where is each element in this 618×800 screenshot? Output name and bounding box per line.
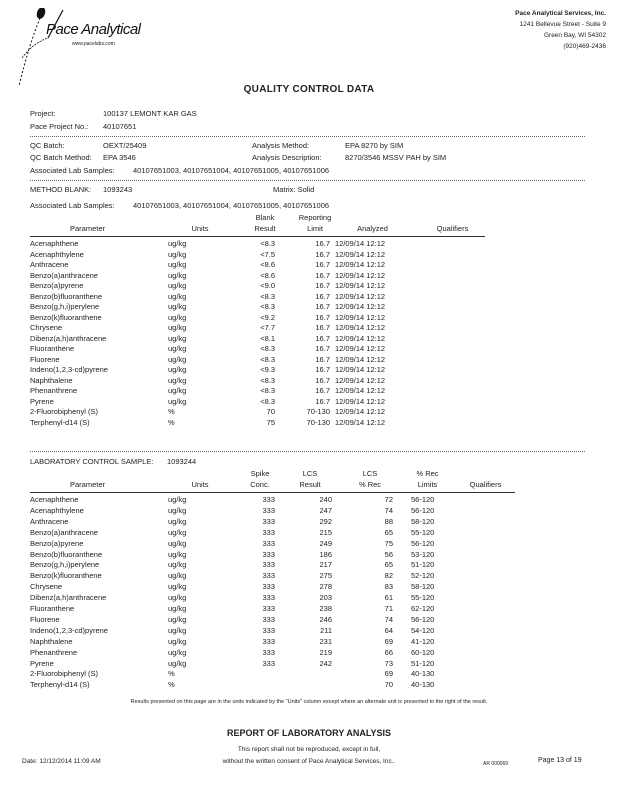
cell-parameter: 2-Fluorobiphenyl (S) xyxy=(30,407,98,416)
cell-rec-limits: 56-120 xyxy=(411,495,435,504)
lcs-label: LABORATORY CONTROL SAMPLE: xyxy=(30,457,154,466)
table-row xyxy=(0,407,618,417)
cell-parameter: Fluoranthene xyxy=(30,344,75,353)
cell-parameter: Acenaphthylene xyxy=(30,249,84,259)
cell-units: ug/kg xyxy=(168,527,187,537)
table-row xyxy=(0,376,618,386)
cell-reporting-limit: 16.7 xyxy=(315,249,330,259)
cell-analyzed: 12/09/14 12:12 xyxy=(335,291,386,301)
table-row xyxy=(0,517,618,527)
cell-units: ug/kg xyxy=(168,312,187,322)
cell-units: ug/kg xyxy=(168,323,187,332)
cell-rec-limits: 41-120 xyxy=(411,636,435,646)
page-title: QUALITY CONTROL DATA xyxy=(243,84,375,95)
cell-rec-limits: 55-120 xyxy=(411,593,435,603)
analysis-method-value: EPA 8270 by SIM xyxy=(345,141,404,150)
table-row xyxy=(0,637,618,647)
cell-reporting-limit: 16.7 xyxy=(315,323,330,332)
cell-parameter: Chrysene xyxy=(30,582,63,592)
table-row xyxy=(0,334,618,344)
cell-units: ug/kg xyxy=(168,260,187,269)
cell-parameter: Dibenz(a,h)anthracene xyxy=(30,593,107,603)
cell-blank-result: <8.6 xyxy=(260,260,275,269)
cell-pct-rec: 72 xyxy=(384,495,393,504)
cell-lcs-result: 249 xyxy=(319,538,332,548)
cell-rec-limits: 56-120 xyxy=(411,614,435,624)
cell-parameter: Anthracene xyxy=(30,260,69,269)
reproduction-notice-2: without the written consent of Pace Analytical Services, Inc.. xyxy=(222,758,396,765)
table-row xyxy=(0,669,618,679)
cell-parameter: Benzo(b)fluoranthene xyxy=(30,549,103,559)
cell-blank-result: <8.1 xyxy=(260,333,275,343)
cell-pct-rec: 82 xyxy=(384,571,393,581)
cell-lcs-result: 211 xyxy=(320,625,332,635)
cell-units: ug/kg xyxy=(168,647,187,657)
cell-lcs-result: 231 xyxy=(319,636,332,646)
table-row xyxy=(0,260,618,270)
cell-lcs-result: 219 xyxy=(319,647,332,657)
cell-units: ug/kg xyxy=(168,516,187,526)
cell-pct-rec: 83 xyxy=(384,582,393,592)
col-header-pct-rec: % Rec xyxy=(358,480,382,489)
col-header-result: Result xyxy=(254,224,276,233)
table-row xyxy=(0,615,618,625)
table-row xyxy=(0,528,618,538)
cell-reporting-limit: 16.7 xyxy=(315,312,330,322)
cell-parameter: Acenaphthylene xyxy=(30,505,84,515)
cell-analyzed: 12/09/14 12:12 xyxy=(335,396,386,406)
table-row xyxy=(0,281,618,291)
units-footnote: Results presented on this page are in the units indicated by the "Units" column except where an alternate unit is presented to the right of the result. xyxy=(130,699,488,705)
matrix-label: Matrix: Solid xyxy=(273,185,315,194)
cell-blank-result: 70 xyxy=(266,407,275,416)
cell-parameter: 2-Fluorobiphenyl (S) xyxy=(30,669,98,679)
cell-parameter: Indeno(1,2,3-cd)pyrene xyxy=(30,625,108,635)
cell-units: % xyxy=(168,407,175,416)
cell-units: ug/kg xyxy=(168,344,187,353)
table-row xyxy=(0,571,618,581)
cell-lcs-result: 275 xyxy=(319,571,332,581)
cell-parameter: Naphthalene xyxy=(30,375,73,385)
cell-lcs-result: 240 xyxy=(319,495,332,504)
cell-units: ug/kg xyxy=(168,538,187,548)
cell-analyzed: 12/09/14 12:12 xyxy=(335,344,386,353)
cell-units: ug/kg xyxy=(168,560,187,570)
table-row xyxy=(0,365,618,375)
cell-spike-conc: 333 xyxy=(262,625,275,635)
cell-reporting-limit: 16.7 xyxy=(315,281,330,290)
cell-rec-limits: 58-120 xyxy=(411,516,435,526)
cell-analyzed: 12/09/14 12:12 xyxy=(335,302,386,311)
cell-lcs-result: 292 xyxy=(319,516,332,526)
cell-pct-rec: 71 xyxy=(384,604,393,613)
logo-text: Pace Analytical xyxy=(46,21,141,38)
col-header-parameter: Parameter xyxy=(69,480,105,489)
cell-pct-rec: 66 xyxy=(384,647,393,657)
cell-parameter: Benzo(g,h,i)perylene xyxy=(30,560,100,570)
cell-reporting-limit: 16.7 xyxy=(315,260,330,269)
cell-reporting-limit: 16.7 xyxy=(315,302,330,311)
cell-units: ug/kg xyxy=(168,270,187,280)
cell-parameter: Phenanthrene xyxy=(30,386,78,395)
table-row xyxy=(0,593,618,603)
table-row xyxy=(0,418,618,428)
table-row xyxy=(0,539,618,549)
cell-parameter: Benzo(g,h,i)perylene xyxy=(30,302,100,311)
cell-units: ug/kg xyxy=(168,239,187,248)
qc-batch-label: QC Batch: xyxy=(30,141,65,150)
cell-units: ug/kg xyxy=(168,505,187,515)
table-row xyxy=(0,582,618,592)
cell-analyzed: 12/09/14 12:12 xyxy=(335,312,386,322)
cell-rec-limits: 54-120 xyxy=(411,625,435,635)
report-title: REPORT OF LABORATORY ANALYSIS xyxy=(226,728,392,738)
cell-parameter: Chrysene xyxy=(30,323,63,332)
col-header-spike: Spike xyxy=(250,469,270,478)
qc-batch-method-value: EPA 3546 xyxy=(103,153,136,162)
header-rule xyxy=(30,492,515,493)
cell-lcs-result: 217 xyxy=(319,560,332,570)
cell-blank-result: <7.7 xyxy=(260,323,275,332)
separator xyxy=(30,136,585,137)
logo-url: www.pacelabs.com xyxy=(72,41,115,47)
cell-spike-conc: 333 xyxy=(262,636,275,646)
mb-associated-samples-label: Associated Lab Samples: xyxy=(30,201,115,210)
cell-rec-limits: 60-120 xyxy=(411,647,435,657)
cell-reporting-limit: 70-130 xyxy=(306,407,330,416)
separator xyxy=(30,180,585,181)
table-row xyxy=(0,386,618,396)
cell-pct-rec: 65 xyxy=(384,560,393,570)
qc-batch-value: OEXT/25409 xyxy=(103,141,147,150)
cell-blank-result: <9.0 xyxy=(260,281,275,290)
col-header-units: Units xyxy=(191,480,209,489)
cell-reporting-limit: 16.7 xyxy=(315,333,330,343)
cell-blank-result: <8.3 xyxy=(260,375,275,385)
cell-reporting-limit: 16.7 xyxy=(315,344,330,353)
cell-parameter: Benzo(a)anthracene xyxy=(30,527,98,537)
cell-pct-rec: 74 xyxy=(384,505,393,515)
cell-analyzed: 12/09/14 12:12 xyxy=(335,365,386,374)
cell-blank-result: <7.5 xyxy=(260,249,275,259)
pace-logo-graphic xyxy=(18,8,148,88)
cell-units: % xyxy=(168,669,175,679)
cell-analyzed: 12/09/14 12:12 xyxy=(335,386,386,395)
method-blank-label: METHOD BLANK: xyxy=(30,185,92,194)
cell-units: ug/kg xyxy=(168,571,187,581)
cell-blank-result: <8.3 xyxy=(260,354,275,364)
table-row xyxy=(0,550,618,560)
cell-parameter: Fluoranthene xyxy=(30,604,75,613)
cell-units: ug/kg xyxy=(168,658,187,668)
cell-parameter: Benzo(a)pyrene xyxy=(30,281,84,290)
cell-rec-limits: 51-120 xyxy=(411,658,435,668)
cell-lcs-result: 278 xyxy=(319,582,332,592)
cell-reporting-limit: 16.7 xyxy=(315,386,330,395)
cell-pct-rec: 69 xyxy=(384,636,393,646)
cell-spike-conc: 333 xyxy=(262,549,275,559)
company-name: Pace Analytical Services, Inc. xyxy=(515,10,606,17)
table-row xyxy=(0,560,618,570)
cell-pct-rec: 75 xyxy=(384,538,393,548)
cell-spike-conc: 333 xyxy=(262,505,275,515)
table-row xyxy=(0,680,618,690)
project-value: 100137 LEMONT KAR GAS xyxy=(103,109,197,118)
cell-blank-result: <8.3 xyxy=(260,344,275,353)
associated-samples-value: 40107651003, 40107651004, 40107651005, 40107651006 xyxy=(133,166,330,175)
table-row xyxy=(0,648,618,658)
cell-pct-rec: 69 xyxy=(384,669,393,679)
cell-parameter: Acenaphthene xyxy=(30,239,79,248)
cell-parameter: Terphenyl-d14 (S) xyxy=(30,417,90,427)
cell-spike-conc: 333 xyxy=(262,571,275,581)
col-header-qualifiers: Qualifiers xyxy=(469,480,502,489)
cell-parameter: Terphenyl-d14 (S) xyxy=(30,680,90,690)
cell-analyzed: 12/09/14 12:12 xyxy=(335,239,386,248)
table-row xyxy=(0,344,618,354)
cell-units: ug/kg xyxy=(168,249,187,259)
cell-units: ug/kg xyxy=(168,354,187,364)
cell-spike-conc: 333 xyxy=(262,658,275,668)
cell-pct-rec: 74 xyxy=(384,614,393,624)
cell-pct-rec: 73 xyxy=(384,658,393,668)
col-header-limit: Limit xyxy=(307,224,323,233)
cell-parameter: Pyrene xyxy=(30,396,54,406)
cell-rec-limits: 51-120 xyxy=(411,560,435,570)
cell-parameter: Fluorene xyxy=(30,614,60,624)
cell-blank-result: <8.3 xyxy=(260,302,275,311)
cell-spike-conc: 333 xyxy=(262,560,275,570)
cell-spike-conc: 333 xyxy=(262,593,275,603)
cell-units: ug/kg xyxy=(168,614,187,624)
cell-lcs-result: 203 xyxy=(319,593,332,603)
pace-project-no-value: 40107651 xyxy=(103,122,137,131)
separator xyxy=(30,451,585,452)
cell-parameter: Benzo(a)pyrene xyxy=(30,538,84,548)
cell-units: ug/kg xyxy=(168,333,187,343)
cell-analyzed: 12/09/14 12:12 xyxy=(335,417,386,427)
cell-units: ug/kg xyxy=(168,396,187,406)
cell-lcs-result: 247 xyxy=(319,505,332,515)
col-header-parameter: Parameter xyxy=(69,224,105,233)
table-row xyxy=(0,250,618,260)
cell-lcs-result: 186 xyxy=(319,549,332,559)
cell-parameter: Benzo(k)fluoranthene xyxy=(30,312,102,322)
method-blank-id: 1093243 xyxy=(103,185,133,194)
table-row xyxy=(0,313,618,323)
table-row xyxy=(0,604,618,614)
project-label: Project: xyxy=(30,109,56,118)
cell-parameter: Anthracene xyxy=(30,516,69,526)
col-header-analyzed: Analyzed xyxy=(357,224,388,233)
table-row xyxy=(0,323,618,333)
cell-lcs-result: 242 xyxy=(319,658,332,668)
cell-parameter: Fluorene xyxy=(30,354,60,364)
cell-units: ug/kg xyxy=(168,549,187,559)
analysis-method-label: Analysis Method: xyxy=(252,141,310,150)
cell-spike-conc: 333 xyxy=(262,516,275,526)
cell-rec-limits: 40-130 xyxy=(411,669,435,679)
col-header-pct-rec-2: % Rec xyxy=(416,469,439,478)
cell-blank-result: <8.3 xyxy=(260,239,275,248)
table-row xyxy=(0,239,618,249)
cell-pct-rec: 64 xyxy=(384,625,393,635)
col-header-lcs2: LCS xyxy=(362,469,378,478)
cell-parameter: Pyrene xyxy=(30,658,54,668)
table-row xyxy=(0,292,618,302)
associated-samples-label: Associated Lab Samples: xyxy=(30,166,115,175)
cell-blank-result: <8.6 xyxy=(260,270,275,280)
cell-spike-conc: 333 xyxy=(262,538,275,548)
cell-lcs-result: 215 xyxy=(319,527,332,537)
cell-parameter: Benzo(a)anthracene xyxy=(30,270,98,280)
report-date: Date: 12/12/2014 11:09 AM xyxy=(22,758,101,765)
cell-blank-result: <9.3 xyxy=(260,365,275,374)
cell-blank-result: <9.2 xyxy=(260,312,275,322)
table-row xyxy=(0,271,618,281)
mb-associated-samples-value: 40107651003, 40107651004, 40107651005, 40107651006 xyxy=(133,201,330,210)
cell-rec-limits: 62-120 xyxy=(411,604,435,613)
cell-units: ug/kg xyxy=(168,495,187,504)
cell-spike-conc: 333 xyxy=(262,495,275,504)
col-header-lcs: LCS xyxy=(302,469,318,478)
company-phone: (920)469-2436 xyxy=(563,43,606,50)
lcs-id: 1093244 xyxy=(167,457,197,466)
cell-units: ug/kg xyxy=(168,636,187,646)
cell-blank-result: <8.3 xyxy=(260,291,275,301)
cell-spike-conc: 333 xyxy=(262,647,275,657)
cell-units: ug/kg xyxy=(168,604,187,613)
cell-units: ug/kg xyxy=(168,302,187,311)
cell-analyzed: 12/09/14 12:12 xyxy=(335,375,386,385)
cell-pct-rec: 56 xyxy=(384,549,393,559)
col-header-limits: Limits xyxy=(417,480,438,489)
cell-lcs-result: 246 xyxy=(319,614,332,624)
cell-rec-limits: 55-120 xyxy=(411,527,435,537)
cell-units: % xyxy=(168,680,175,690)
cell-units: ug/kg xyxy=(168,365,187,374)
cell-units: ug/kg xyxy=(168,625,187,635)
col-header-blank: Blank xyxy=(255,213,275,222)
table-row xyxy=(0,506,618,516)
cell-parameter: Benzo(k)fluoranthene xyxy=(30,571,102,581)
analysis-description-value: 8270/3546 MSSV PAH by SIM xyxy=(345,153,447,162)
cell-spike-conc: 333 xyxy=(262,614,275,624)
col-header-reporting: Reporting xyxy=(298,213,332,222)
cell-units: ug/kg xyxy=(168,281,187,290)
pace-project-no-label: Pace Project No.: xyxy=(30,122,89,131)
cell-blank-result: <8.3 xyxy=(260,386,275,395)
cell-spike-conc: 333 xyxy=(262,527,275,537)
cell-reporting-limit: 16.7 xyxy=(315,239,330,248)
cell-pct-rec: 70 xyxy=(384,680,393,690)
cell-units: ug/kg xyxy=(168,593,187,603)
company-address-2: Green Bay, WI 54302 xyxy=(543,32,606,39)
cell-analyzed: 12/09/14 12:12 xyxy=(335,249,386,259)
reproduction-notice-1: This report shall not be reproduced, except in full, xyxy=(237,746,381,753)
cell-blank-result: <8.3 xyxy=(260,396,275,406)
cell-pct-rec: 88 xyxy=(384,516,393,526)
cell-analyzed: 12/09/14 12:12 xyxy=(335,323,386,332)
cell-reporting-limit: 16.7 xyxy=(315,270,330,280)
cell-rec-limits: 56-120 xyxy=(411,538,435,548)
cell-pct-rec: 65 xyxy=(384,527,393,537)
company-address-1: 1241 Bellevue Street - Suite 9 xyxy=(519,21,606,28)
cell-analyzed: 12/09/14 12:12 xyxy=(335,270,386,280)
table-row xyxy=(0,626,618,636)
cell-rec-limits: 52-120 xyxy=(411,571,435,581)
ar-number: AR 000069 xyxy=(483,761,509,767)
col-header-units: Units xyxy=(191,224,209,233)
cell-analyzed: 12/09/14 12:12 xyxy=(335,281,386,290)
analysis-description-label: Analysis Description: xyxy=(252,153,322,162)
cell-units: ug/kg xyxy=(168,386,187,395)
cell-rec-limits: 56-120 xyxy=(411,505,435,515)
cell-pct-rec: 61 xyxy=(384,593,393,603)
cell-units: % xyxy=(168,417,175,427)
cell-reporting-limit: 16.7 xyxy=(315,375,330,385)
cell-reporting-limit: 16.7 xyxy=(315,365,330,374)
qc-batch-method-label: QC Batch Method: xyxy=(30,153,92,162)
header-rule xyxy=(30,236,485,237)
table-row xyxy=(0,397,618,407)
col-header-lcs-result: Result xyxy=(299,480,321,489)
cell-spike-conc: 333 xyxy=(262,604,275,613)
cell-rec-limits: 53-120 xyxy=(411,549,435,559)
cell-units: ug/kg xyxy=(168,375,187,385)
cell-parameter: Dibenz(a,h)anthracene xyxy=(30,333,107,343)
cell-reporting-limit: 16.7 xyxy=(315,396,330,406)
page-number: Page 13 of 19 xyxy=(538,757,582,764)
cell-analyzed: 12/09/14 12:12 xyxy=(335,354,386,364)
cell-parameter: Phenanthrene xyxy=(30,647,78,657)
cell-analyzed: 12/09/14 12:12 xyxy=(335,333,386,343)
cell-reporting-limit: 16.7 xyxy=(315,291,330,301)
cell-rec-limits: 40-130 xyxy=(411,680,435,690)
cell-units: ug/kg xyxy=(168,291,187,301)
cell-rec-limits: 58-120 xyxy=(411,582,435,592)
table-row xyxy=(0,495,618,505)
cell-spike-conc: 333 xyxy=(262,582,275,592)
cell-reporting-limit: 70-130 xyxy=(306,417,330,427)
cell-analyzed: 12/09/14 12:12 xyxy=(335,407,386,416)
col-header-qualifiers: Qualifiers xyxy=(436,224,469,233)
cell-analyzed: 12/09/14 12:12 xyxy=(335,260,386,269)
table-row xyxy=(0,302,618,312)
cell-lcs-result: 238 xyxy=(319,604,332,613)
cell-parameter: Acenaphthene xyxy=(30,495,79,504)
col-header-conc: Conc. xyxy=(250,480,270,489)
table-row xyxy=(0,659,618,669)
cell-parameter: Benzo(b)fluoranthene xyxy=(30,291,103,301)
cell-parameter: Naphthalene xyxy=(30,636,73,646)
cell-reporting-limit: 16.7 xyxy=(315,354,330,364)
table-row xyxy=(0,355,618,365)
cell-units: ug/kg xyxy=(168,582,187,592)
cell-parameter: Indeno(1,2,3-cd)pyrene xyxy=(30,365,108,374)
cell-blank-result: 75 xyxy=(266,417,275,427)
